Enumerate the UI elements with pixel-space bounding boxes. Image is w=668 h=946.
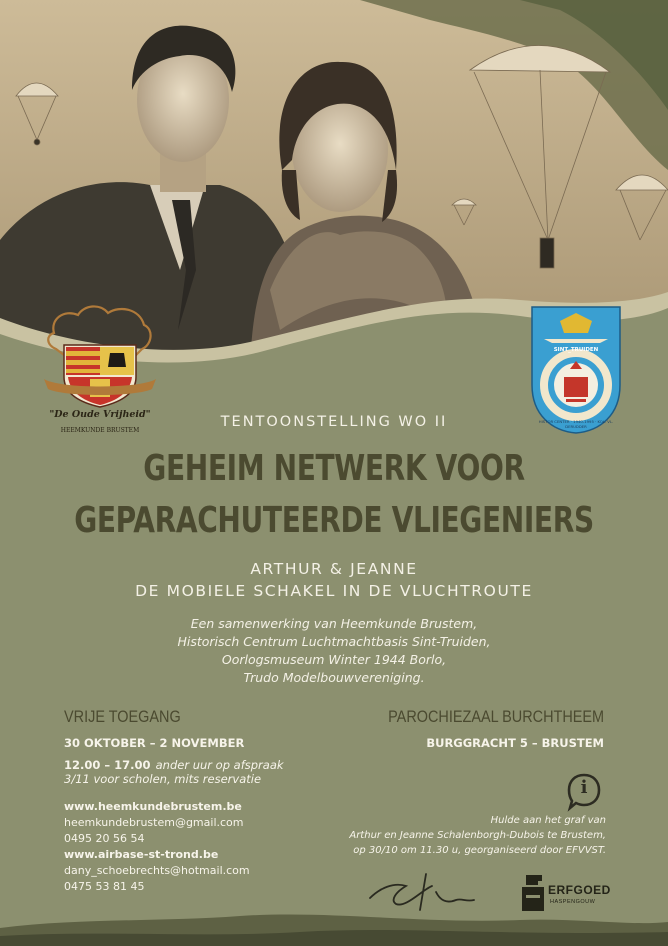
tribute-line: Hulde aan het graf van (490, 815, 606, 826)
coat-of-arms-icon (40, 305, 160, 410)
page-title-line2: GEPARACHUTEERDE VLIEGENIERS (74, 500, 594, 541)
erfgoed-subtitle: HASPENGOUW (550, 899, 596, 905)
erfgoed-title: ERFGOED (548, 883, 611, 897)
page-title-line1: GEHEIM NETWERK VOOR (143, 448, 525, 489)
logo-name: HEEMKUNDE BRUSTEM (60, 427, 140, 434)
hours-value: 12.00 – 17.00 (64, 758, 151, 772)
bottom-foliage (0, 908, 668, 946)
venue-address: BURGGRACHT 5 – BRUSTEM (426, 736, 604, 750)
school-note: 3/11 voor scholen, mits reservatie (64, 772, 262, 786)
subtitle-line1: ARTHUR & JEANNE (250, 560, 418, 578)
email-link[interactable]: heemkundebrustem@gmail.com (64, 816, 244, 829)
erfgoed-mark-icon (520, 873, 546, 913)
website-link[interactable]: www.airbase-st-trond.be (64, 848, 219, 861)
exhibition-dates: 30 OKTOBER – 2 NOVEMBER (64, 736, 245, 750)
collaboration-line: Een samenwerking van Heemkunde Brustem, (190, 616, 478, 631)
email-link[interactable]: dany_schoebrechts@hotmail.com (64, 864, 250, 877)
logo-motto: "De Oude Vrijheid" (49, 409, 151, 420)
shield-title: SINT_TRUIDEN (553, 347, 599, 353)
subtitle-line2: DE MOBIELE SCHAKEL IN DE VLUCHTROUTE (135, 582, 533, 600)
opening-hours (64, 754, 284, 773)
tribute-line: Arthur en Jeanne Schalenborgh-Dubois te Brustem, (349, 830, 606, 841)
info-symbol: i (580, 777, 588, 798)
shield-ring-text: HISTOR CENTER · 1940-1995 · KOL. VL. DERUDDER (538, 419, 614, 429)
free-entry-heading: VRIJE TOEGANG (64, 707, 181, 726)
collaboration-line: Oorlogsmuseum Winter 1944 Borlo, (221, 652, 447, 667)
venue-heading: PAROCHIEZAAL BURCHTHEEM (388, 707, 604, 726)
phone-number: 0495 20 56 54 (64, 832, 145, 845)
info-icon (566, 772, 602, 812)
collaboration-line: Trudo Modelbouwvereniging. (243, 670, 425, 685)
phone-number: 0475 53 81 45 (64, 880, 145, 893)
exhibition-label: TENTOONSTELLING WO II (220, 414, 448, 430)
hours-extra: ander uur op afspraak (155, 758, 284, 772)
collaboration-line: Historisch Centrum Luchtmachtbasis Sint-Truiden, (177, 634, 491, 649)
website-link[interactable]: www.heemkundebrustem.be (64, 800, 242, 813)
tribute-line: op 30/10 om 11.30 u, georganiseerd door EFVVST. (353, 845, 606, 856)
